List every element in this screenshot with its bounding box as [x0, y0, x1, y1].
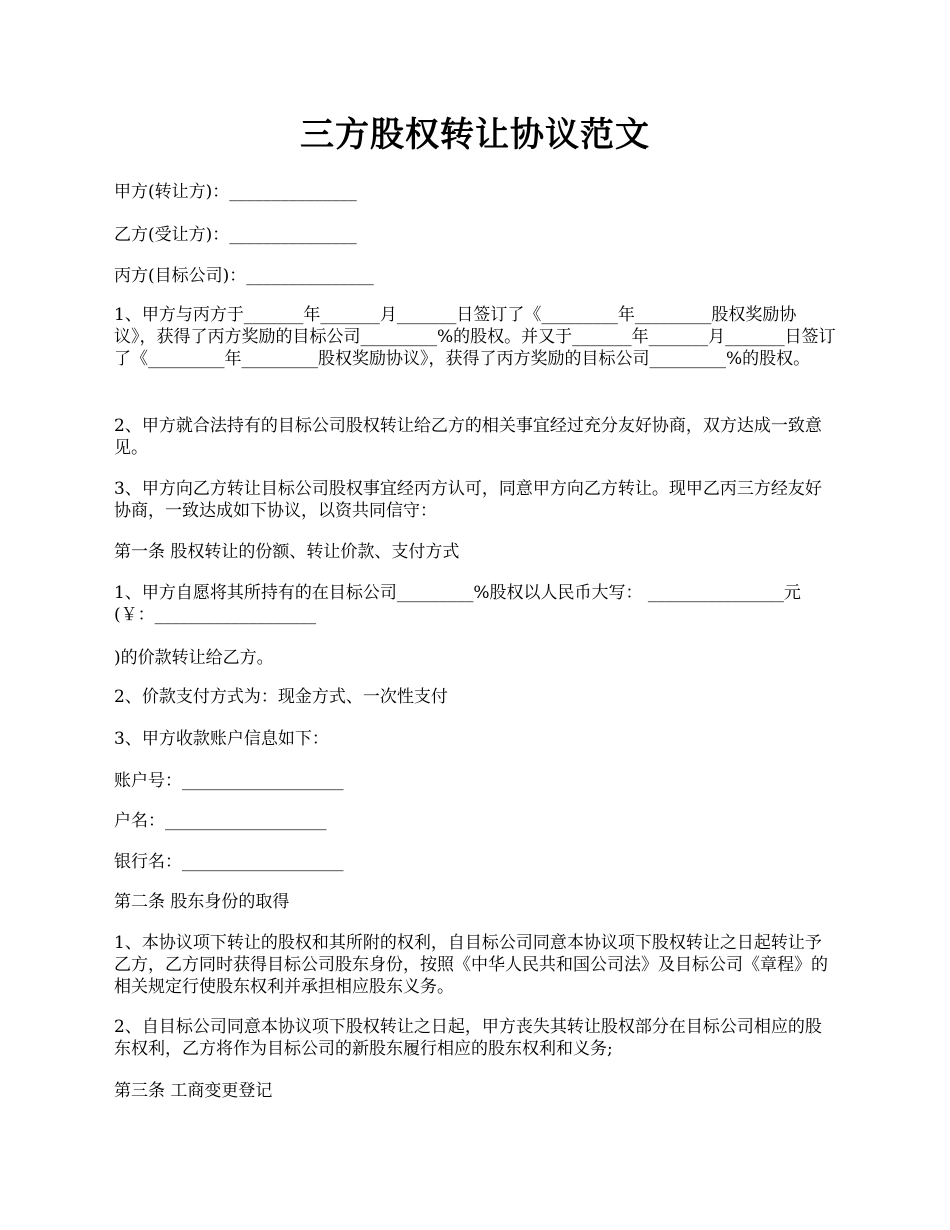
party-c-line: 丙方(目标公司)：_______________ — [114, 266, 374, 286]
article-3-heading: 第三条 工商变更登记 — [114, 1081, 273, 1101]
article-1-heading: 第一条 股权转让的份额、转让价款、支付方式 — [114, 542, 460, 562]
bank-name-line: 银行名：___________________ — [114, 852, 344, 872]
article-1-item-2: 2、价款支付方式为：现金方式、一次性支付 — [114, 687, 448, 707]
account-number-line: 账户号：___________________ — [114, 771, 344, 791]
recital-1: 1、甲方与丙方于_______年_______月_______日签订了《_________年_________股权奖励协议》，获得了丙方奖励的目标公司_________%的股权。并又于_______年_______月_______日签订了《_________年_________股权奖励协议》，获得了丙方奖励的目标公司_________%的股权。 — [114, 305, 836, 369]
article-1-item-3: 3、甲方收款账户信息如下： — [114, 729, 329, 749]
article-1-item-1-continued: )的价款转让给乙方。 — [114, 648, 274, 668]
article-2-item-1: 1、本协议项下转让的股权和其所附的权利，自目标公司同意本协议项下股权转让之日起转让予乙方，乙方同时获得目标公司股东身份，按照《中华人民共和国公司法》及目标公司《章程》的相关规定行使股东权利并承担相应股东义务。 — [114, 933, 828, 997]
article-2-item-2: 2、自目标公司同意本协议项下股权转让之日起，甲方丧失其转让股权部分在目标公司相应的股东权利，乙方将作为目标公司的新股东履行相应的股东权利和义务; — [114, 1017, 822, 1059]
party-b-line: 乙方(受让方)：_______________ — [114, 225, 357, 245]
account-name-line: 户名：___________________ — [114, 811, 327, 831]
article-2-heading: 第二条 股东身份的取得 — [114, 892, 290, 912]
document-title: 三方股权转让协议范文 — [300, 115, 650, 155]
party-a-line: 甲方(转让方)：_______________ — [114, 182, 357, 202]
article-1-item-1: 1、甲方自愿将其所持有的在目标公司_________%股权以人民币大写： ________________元(￥：___________________ — [114, 583, 801, 625]
recital-3: 3、甲方向乙方转让目标公司股权事宜经丙方认可，同意甲方向乙方转让。现甲乙丙三方经友好协商，一致达成如下协议，以资共同信守： — [114, 479, 822, 521]
recital-2: 2、甲方就合法持有的目标公司股权转让给乙方的相关事宜经过充分友好协商，双方达成一致意见。 — [114, 416, 822, 458]
